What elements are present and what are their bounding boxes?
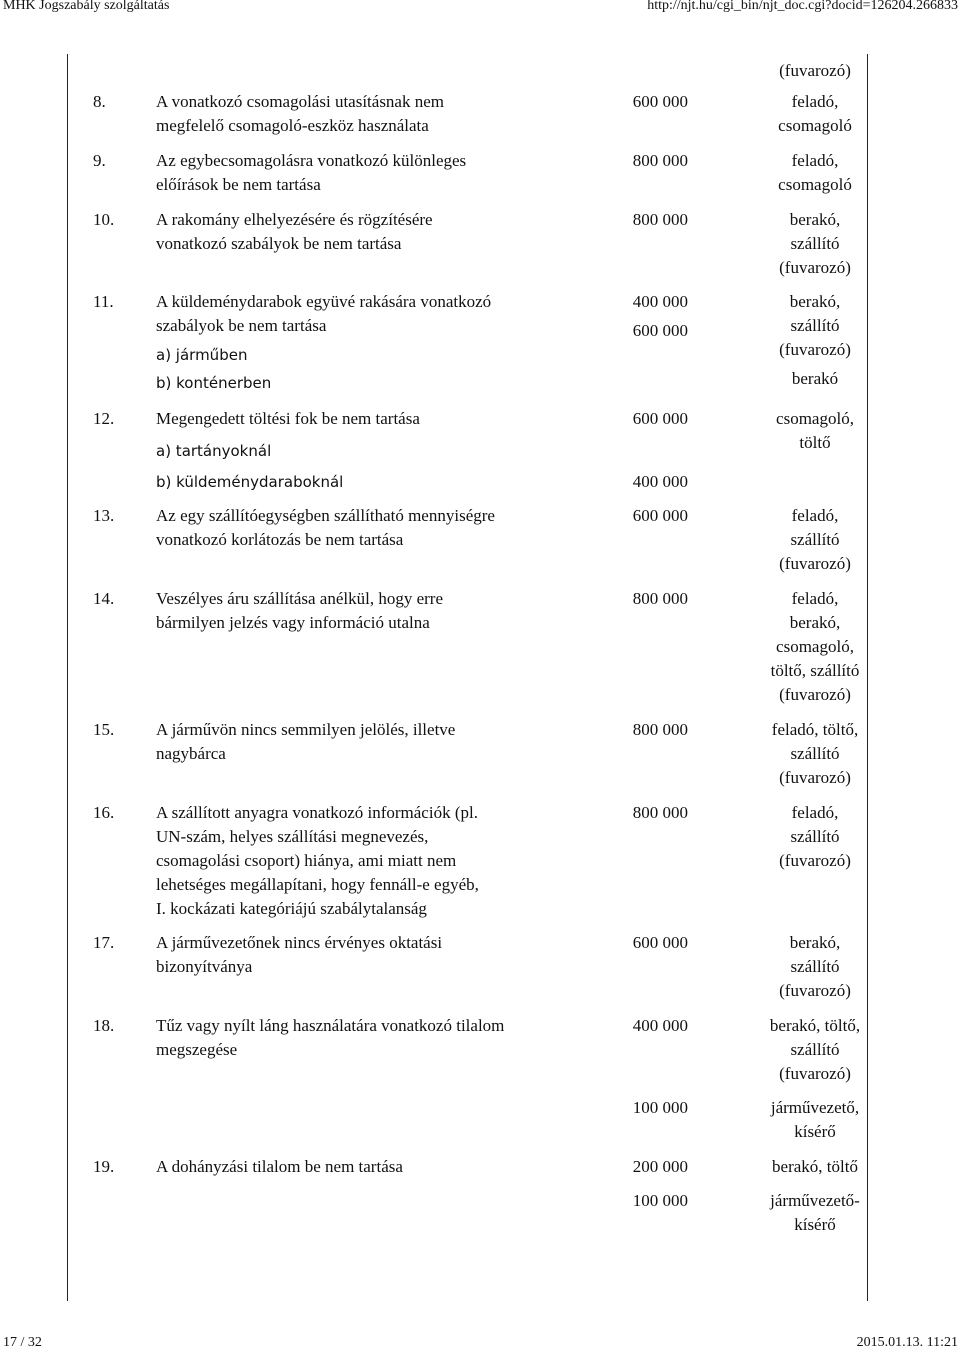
row-number: 16. <box>93 803 115 822</box>
fine-amount: 600 000 <box>632 506 688 525</box>
row-description: A vonatkozó csomagolási utasításnak nem <box>156 92 444 111</box>
row-description: Veszélyes áru szállítása anélkül, hogy erre <box>156 589 443 608</box>
resp-cell: (fuvarozó) <box>779 61 851 80</box>
header-url: http://njt.hu/cgi_bin/njt_doc.cgi?docid=126204.266833 <box>647 0 958 13</box>
row-description: A küldeménydarabok együvé rakására vonatkozó <box>156 292 492 311</box>
page-header <box>0 0 960 20</box>
resp-cell: csomagoló <box>778 116 852 135</box>
resp-cell: (fuvarozó) <box>779 258 851 277</box>
row-description: nagybárca <box>156 744 226 763</box>
row-subitem: b) küldeménydaraboknál <box>156 473 344 491</box>
table-border-left <box>67 54 68 1301</box>
row-description: Az egybecsomagolásra vonatkozó különleges <box>156 151 467 170</box>
fine-amount: 400 000 <box>632 292 688 311</box>
resp-cell: berakó, <box>789 613 841 632</box>
row-number: 11. <box>93 292 114 311</box>
resp-cell: berakó, <box>789 292 841 311</box>
row-description: lehetséges megállapítani, hogy fennáll-e egyéb, <box>156 875 479 894</box>
row-description: I. kockázati kategóriájú szabálytalanság <box>156 899 427 918</box>
resp-cell: feladó, <box>791 92 839 111</box>
row-description: UN-szám, helyes szállítási megnevezés, <box>156 827 429 846</box>
resp-cell: szállító <box>790 316 840 335</box>
fine-amount: 200 000 <box>632 1157 688 1176</box>
resp-cell: feladó, <box>791 589 839 608</box>
row-subitem: a) járműben <box>156 346 248 364</box>
page-footer <box>0 1334 960 1353</box>
row-number: 15. <box>93 720 115 739</box>
resp-cell: csomagoló, <box>776 409 854 428</box>
resp-cell: (fuvarozó) <box>779 768 851 787</box>
resp-cell: kísérő <box>794 1122 836 1141</box>
row-number: 8. <box>93 92 106 111</box>
fine-amount: 600 000 <box>632 321 688 340</box>
row-description: vonatkozó korlátozás be nem tartása <box>156 530 404 549</box>
row-description: csomagolási csoport) hiánya, ami miatt nem <box>156 851 457 870</box>
resp-cell: szállító <box>790 744 840 763</box>
row-number: 13. <box>93 506 115 525</box>
row-description: szabályok be nem tartása <box>156 316 327 335</box>
row-description: A járművön nincs semmilyen jelölés, illetve <box>156 720 456 739</box>
row-description: megfelelő csomagoló-eszköz használata <box>156 116 429 135</box>
page-number: 17 / 32 <box>3 1335 42 1350</box>
resp-cell: szállító <box>790 530 840 549</box>
resp-cell: feladó, <box>791 506 839 525</box>
row-number: 17. <box>93 933 115 952</box>
row-subitem: b) konténerben <box>156 374 272 392</box>
fine-amount: 100 000 <box>632 1098 688 1117</box>
resp-cell: szállító <box>790 827 840 846</box>
resp-cell: (fuvarozó) <box>779 685 851 704</box>
fine-amount: 400 000 <box>632 1016 688 1035</box>
resp-cell: csomagoló <box>778 175 852 194</box>
resp-cell: szállító <box>790 1040 840 1059</box>
row-description: vonatkozó szabályok be nem tartása <box>156 234 402 253</box>
resp-cell: feladó, <box>791 803 839 822</box>
resp-cell: feladó, töltő, <box>771 720 859 739</box>
row-description: előírások be nem tartása <box>156 175 321 194</box>
fine-amount: 600 000 <box>632 409 688 428</box>
resp-cell: (fuvarozó) <box>779 851 851 870</box>
row-description: Megengedett töltési fok be nem tartása <box>156 409 420 428</box>
resp-cell: szállító <box>790 957 840 976</box>
fine-amount: 100 000 <box>632 1191 688 1210</box>
resp-cell: (fuvarozó) <box>779 554 851 573</box>
resp-cell: (fuvarozó) <box>779 981 851 1000</box>
fine-amount: 800 000 <box>632 803 688 822</box>
row-description: A rakomány elhelyezésére és rögzítésére <box>156 210 433 229</box>
row-number: 18. <box>93 1016 115 1035</box>
row-description: megszegése <box>156 1040 238 1059</box>
row-number: 12. <box>93 409 115 428</box>
resp-cell: (fuvarozó) <box>779 1064 851 1083</box>
resp-cell: csomagoló, <box>776 637 854 656</box>
resp-cell: berakó, töltő, <box>769 1016 861 1035</box>
resp-cell: berakó <box>791 369 839 388</box>
row-number: 19. <box>93 1157 115 1176</box>
row-number: 9. <box>93 151 106 170</box>
row-number: 14. <box>93 589 115 608</box>
row-number: 10. <box>93 210 115 229</box>
fine-amount: 800 000 <box>632 151 688 170</box>
row-description: A járművezetőnek nincs érvényes oktatási <box>156 933 443 952</box>
fine-amount: 800 000 <box>632 720 688 739</box>
resp-cell: töltő, szállító <box>770 661 860 680</box>
resp-cell: kísérő <box>794 1215 836 1234</box>
fine-amount: 600 000 <box>632 933 688 952</box>
resp-cell: járművezető, <box>770 1098 860 1117</box>
row-description: Tűz vagy nyílt láng használatára vonatkozó tilalom <box>156 1016 505 1035</box>
resp-cell: berakó, <box>789 210 841 229</box>
resp-cell: berakó, töltő <box>772 1157 858 1176</box>
resp-cell: berakó, <box>789 933 841 952</box>
fine-amount: 400 000 <box>632 472 688 491</box>
print-datetime: 2015.01.13. 11:21 <box>856 1335 958 1350</box>
resp-cell: járművezető- <box>770 1191 860 1210</box>
row-description: bármilyen jelzés vagy információ utalna <box>156 613 430 632</box>
row-description: bizonyítványa <box>156 957 253 976</box>
row-subitem: a) tartányoknál <box>156 442 272 460</box>
header-site-title: MHK Jogszabály szolgáltatás <box>3 0 170 13</box>
resp-cell: szállító <box>790 234 840 253</box>
fine-amount: 800 000 <box>632 210 688 229</box>
resp-cell: (fuvarozó) <box>779 340 851 359</box>
row-description: A dohányzási tilalom be nem tartása <box>156 1157 403 1176</box>
fine-amount: 600 000 <box>632 92 688 111</box>
fine-amount: 800 000 <box>632 589 688 608</box>
row-description: A szállított anyagra vonatkozó információk (pl. <box>156 803 478 822</box>
row-description: Az egy szállítóegységben szállítható mennyiségre <box>156 506 495 525</box>
resp-cell: töltő <box>799 433 831 452</box>
resp-cell: feladó, <box>791 151 839 170</box>
